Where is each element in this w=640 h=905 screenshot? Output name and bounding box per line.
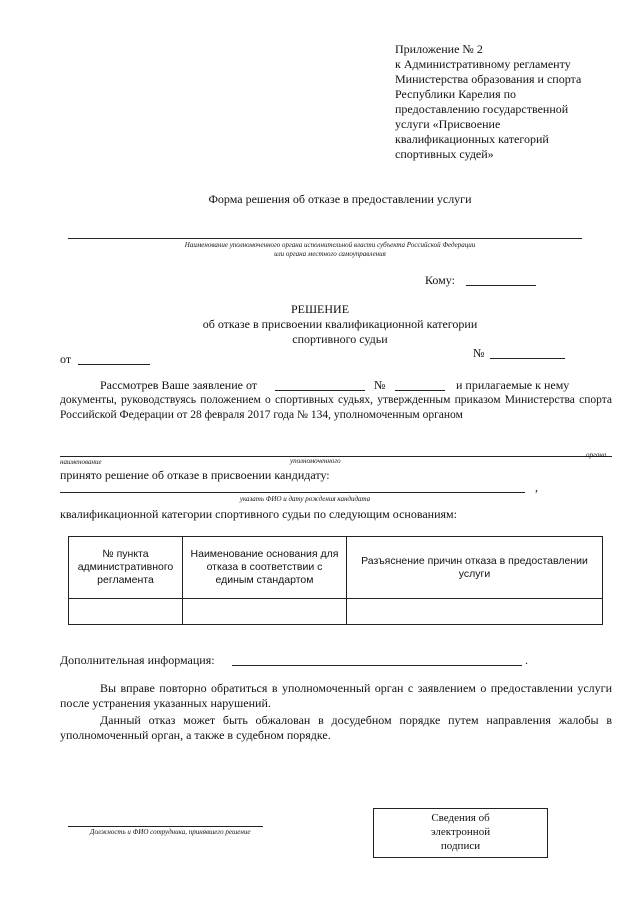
- appendix-line: предоставлению государственной: [395, 102, 569, 116]
- authority-caption: [120, 241, 540, 259]
- candidate-comma: ,: [535, 480, 538, 494]
- table-header-cell: Разъяснение причин отказа в предоставлении услуги: [347, 537, 603, 599]
- category-text: квалификационной категории спортивного судьи по следующим основаниям:: [60, 507, 457, 521]
- organ-caption-mid: уполномоченного: [290, 457, 341, 465]
- recipient-label: Кому:: [425, 273, 455, 287]
- candidate-line[interactable]: [60, 492, 525, 493]
- e-signature-box: [373, 808, 548, 858]
- candidate-caption: указать ФИО и дату рождения кандидата: [239, 495, 371, 503]
- appendix-line: квалификационных категорий: [395, 132, 549, 146]
- organ-caption-right: органа: [586, 451, 607, 459]
- para1-number: №: [374, 378, 386, 392]
- recipient-line[interactable]: [466, 285, 536, 286]
- appendix-line: услуги «Присвоение: [395, 117, 501, 131]
- application-date-line[interactable]: [275, 390, 365, 391]
- additional-info-label: Дополнительная информация:: [60, 653, 215, 667]
- appendix-line: к Административному регламенту: [395, 57, 571, 71]
- closing-para2: Данный отказ может быть обжалован в досудебном порядке путем направления жалобы в уполномоченный орган, а также в судебном порядке.: [60, 713, 612, 742]
- additional-info-line[interactable]: [232, 665, 522, 666]
- decision-heading: РЕШЕНИЕ: [290, 302, 350, 316]
- table-cell[interactable]: [69, 599, 183, 625]
- number-label: №: [473, 346, 485, 360]
- decision-subtitle: [140, 317, 540, 347]
- closing-para1: Вы вправе повторно обратиться в уполномоченный орган с заявлением о предоставлении услуги после устранения указанных нарушений.: [60, 681, 612, 710]
- e-signature-line: Сведения об: [431, 812, 490, 824]
- decision-text: принято решение об отказе в присвоении кандидату:: [60, 468, 330, 482]
- authority-caption-line2: или органа местного самоуправления: [274, 250, 386, 258]
- decision-subtitle-line1: об отказе в присвоении квалификационной категории: [202, 317, 478, 331]
- para1-suffix: и прилагаемые к нему: [456, 378, 570, 392]
- reasons-table: [68, 536, 603, 625]
- signature-caption: Должность и ФИО сотрудника, принявшего решение: [90, 828, 251, 836]
- number-line[interactable]: [490, 358, 565, 359]
- appendix-line: Приложение № 2: [395, 42, 483, 56]
- e-signature-line: подписи: [440, 840, 481, 852]
- table-header-cell: Наименование основания для отказа в соответствии с единым стандартом: [183, 537, 347, 599]
- additional-info-end: .: [525, 653, 528, 667]
- appendix-line: Министерства образования и спорта: [395, 72, 582, 86]
- table-header-row: [69, 537, 603, 599]
- application-number-line[interactable]: [395, 390, 445, 391]
- para1-prefix: Рассмотрев Ваше заявление от: [100, 378, 258, 392]
- from-label: от: [60, 352, 72, 366]
- table-cell[interactable]: [347, 599, 603, 625]
- organ-caption-left: наименование: [60, 458, 102, 466]
- from-date-line[interactable]: [78, 364, 150, 365]
- signature-line[interactable]: [68, 826, 263, 827]
- e-signature-line: электронной: [430, 826, 491, 838]
- decision-subtitle-line2: спортивного судьи: [292, 332, 388, 346]
- table-cell[interactable]: [183, 599, 347, 625]
- authority-caption-line1: Наименование уполномоченного органа исполнительной власти субъекта Российской Федерации: [184, 241, 476, 249]
- para1-rest: документы, руководствуясь положением о спортивных судьях, утвержденным приказом Министерства спорта Российской Федерации от 28 февраля 2017 года № 134, уполномоченным органом: [60, 394, 612, 421]
- appendix-line: Республики Карелия по: [395, 87, 517, 101]
- appendix-block: [395, 42, 625, 162]
- form-title: Форма решения об отказе в предоставлении услуги: [208, 192, 472, 206]
- authority-line: [68, 238, 582, 239]
- appendix-line: спортивных судей»: [395, 147, 494, 161]
- table-header-cell: № пункта административного регламента: [69, 537, 183, 599]
- table-row: [69, 599, 603, 625]
